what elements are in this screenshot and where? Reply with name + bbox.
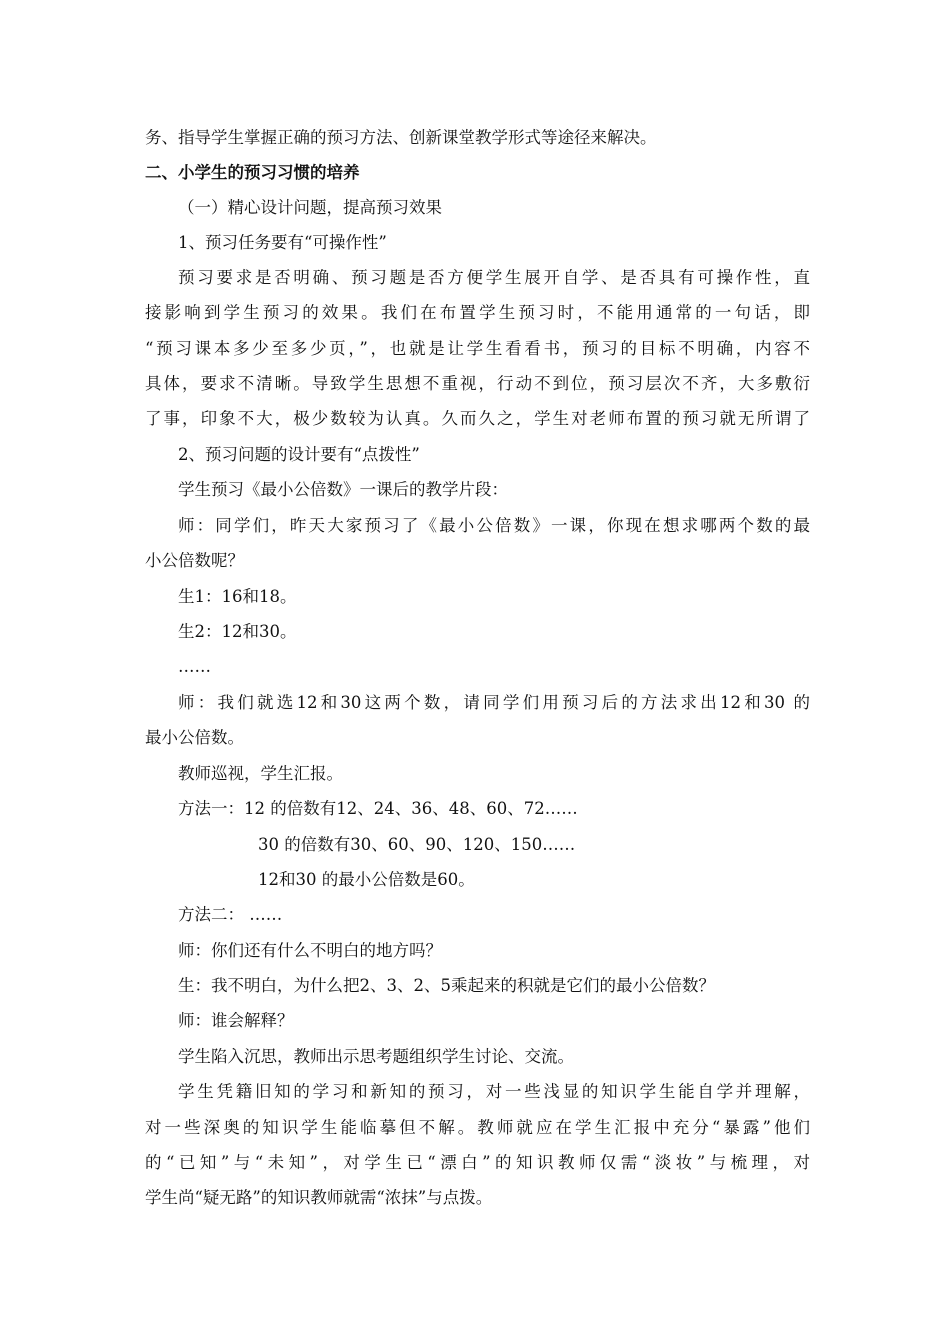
dialogue-line: 小公倍数呢？ — [145, 551, 244, 570]
method-line: 30 的倍数有30、60、90、120、150…… — [258, 835, 576, 854]
dialogue-line: 生2：12和30。 — [178, 622, 297, 641]
subsection-heading: （一）精心设计问题，提高预习效果 — [178, 198, 442, 217]
ellipsis-line: …… — [178, 657, 211, 676]
method-line: 方法二： …… — [178, 905, 283, 924]
dialogue-line: 生：我不明白，为什么把2、3、2、5乘起来的积就是它们的最小公倍数？ — [178, 976, 715, 995]
subsection-heading: 2、预习问题的设计要有“点拨性” — [178, 445, 420, 464]
paragraph-line: “预习课本多少至多少页，”，也就是让学生看看书，预习的目标不明确，内容不 — [145, 339, 810, 358]
paragraph-line: 对一些深奥的知识学生能临摹但不解。教师就应在学生汇报中充分“暴露”他们 — [145, 1118, 810, 1137]
dialogue-line: 师：同学们，昨天大家预习了《最小公倍数》一课，你现在想求哪两个数的最 — [178, 516, 810, 535]
method-line: 12和30 的最小公倍数是60。 — [258, 870, 475, 889]
section-heading: 二、小学生的预习习惯的培养 — [145, 163, 360, 182]
dialogue-line: 生1：16和18。 — [178, 587, 297, 606]
paragraph-line: 接影响到学生预习的效果。我们在布置学生预习时，不能用通常的一句话，即 — [145, 303, 810, 322]
dialogue-line: 最小公倍数。 — [145, 728, 244, 747]
paragraph-line: 学生预习《最小公倍数》一课后的教学片段： — [178, 480, 508, 499]
subsection-heading: 1、预习任务要有“可操作性” — [178, 233, 387, 252]
dialogue-line: 师：我们就选12和30这两个数，请同学们用预习后的方法求出12和30 的 — [178, 693, 810, 712]
paragraph-line: 具体，要求不清晰。导致学生思想不重视，行动不到位，预习层次不齐，大多敷衍 — [145, 374, 810, 393]
paragraph-line: 了事，印象不大，极少数较为认真。久而久之，学生对老师布置的预习就无所谓了 — [145, 409, 810, 428]
dialogue-line: 师：谁会解释？ — [178, 1011, 294, 1030]
paragraph-line: 的“已知”与“未知”，对学生已“漂白”的知识教师仅需“淡妆”与梳理，对 — [145, 1153, 810, 1172]
dialogue-line: 师：你们还有什么不明白的地方吗？ — [178, 941, 442, 960]
paragraph-line: 学生尚“疑无路”的知识教师就需“浓抹”与点拨。 — [145, 1188, 493, 1207]
paragraph-line: 务、指导学生掌握正确的预习方法、创新课堂教学形式等途径来解决。 — [145, 128, 657, 147]
method-line: 方法一：12 的倍数有12、24、36、48、60、72…… — [178, 799, 578, 818]
paragraph-line: 学生陷入沉思，教师出示思考题组织学生讨论、交流。 — [178, 1047, 574, 1066]
paragraph-line: 预习要求是否明确、预习题是否方便学生展开自学、是否具有可操作性，直 — [178, 268, 810, 287]
paragraph-line: 学生凭籍旧知的学习和新知的预习，对一些浅显的知识学生能自学并理解， — [178, 1082, 810, 1101]
paragraph-line: 教师巡视，学生汇报。 — [178, 764, 343, 783]
